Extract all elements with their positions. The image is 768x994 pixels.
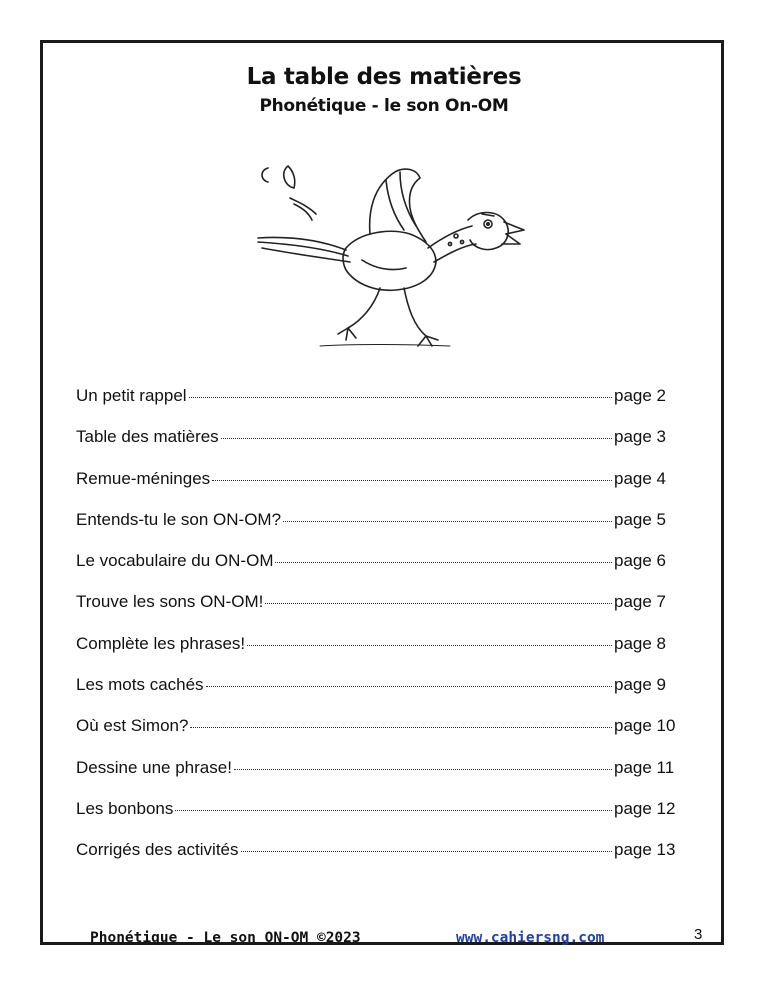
toc-item-page: page 7	[614, 592, 666, 612]
toc-item-page: page 11	[614, 757, 675, 777]
toc-item-label: Les mots cachés	[76, 675, 204, 695]
toc-row	[76, 427, 680, 468]
toc-item-label: Trouve les sons ON-OM!	[76, 592, 264, 612]
toc-dot-leader	[190, 726, 612, 728]
toc-item-page: page 9	[614, 675, 666, 695]
toc-dot-leader	[175, 809, 612, 811]
table-of-contents	[76, 386, 680, 882]
toc-item-label: Entends-tu le son ON-OM?	[76, 509, 282, 529]
toc-item-label: Dessine une phrase!	[76, 757, 232, 777]
toc-row	[76, 510, 680, 551]
toc-dot-leader	[206, 685, 612, 687]
toc-item-label: Remue-méninges	[76, 468, 211, 488]
toc-dot-leader	[221, 437, 612, 439]
toc-item-page: page 10	[614, 716, 676, 736]
toc-item-label: Complète les phrases!	[76, 633, 246, 653]
toc-dot-leader	[212, 479, 612, 481]
toc-dot-leader	[189, 396, 612, 398]
bird-illustration-icon	[250, 150, 530, 360]
toc-row	[76, 634, 680, 675]
toc-dot-leader	[275, 561, 612, 563]
toc-row	[76, 386, 680, 427]
toc-row	[76, 716, 680, 757]
toc-row	[76, 675, 680, 716]
toc-row	[76, 799, 680, 840]
page-number: 3	[694, 926, 703, 943]
toc-item-page: page 4	[614, 468, 666, 488]
toc-item-page: page 8	[614, 633, 666, 653]
toc-item-page: page 12	[614, 798, 676, 818]
toc-item-label: Un petit rappel	[76, 386, 187, 405]
toc-item-page: page 6	[614, 551, 666, 571]
toc-item-page: page 5	[614, 509, 666, 529]
toc-item-page: page 3	[614, 427, 666, 447]
page-title: La table des matières	[246, 64, 522, 90]
toc-item-page: page 2	[614, 386, 666, 405]
toc-item-page: page 13	[614, 840, 676, 860]
toc-dot-leader	[283, 520, 612, 522]
toc-row	[76, 758, 680, 799]
toc-dot-leader	[247, 644, 612, 646]
toc-row	[76, 592, 680, 633]
page-subtitle: Phonétique - le son On-OM	[259, 96, 509, 116]
toc-dot-leader	[234, 768, 612, 770]
toc-item-label: Corrigés des activités	[76, 840, 239, 860]
toc-row	[76, 469, 680, 510]
footer-website-link[interactable]: www.cahiersng.com	[456, 930, 605, 946]
toc-item-label: Table des matières	[76, 427, 219, 447]
toc-row	[76, 840, 680, 881]
toc-item-label: Le vocabulaire du ON-OM	[76, 551, 274, 571]
toc-dot-leader	[241, 850, 612, 852]
toc-dot-leader	[265, 602, 612, 604]
toc-item-label: Les bonbons	[76, 798, 174, 818]
footer-title: Phonétique - Le son ON-OM ©2023	[90, 930, 361, 946]
toc-item-label: Où est Simon?	[76, 716, 189, 736]
toc-row	[76, 551, 680, 592]
